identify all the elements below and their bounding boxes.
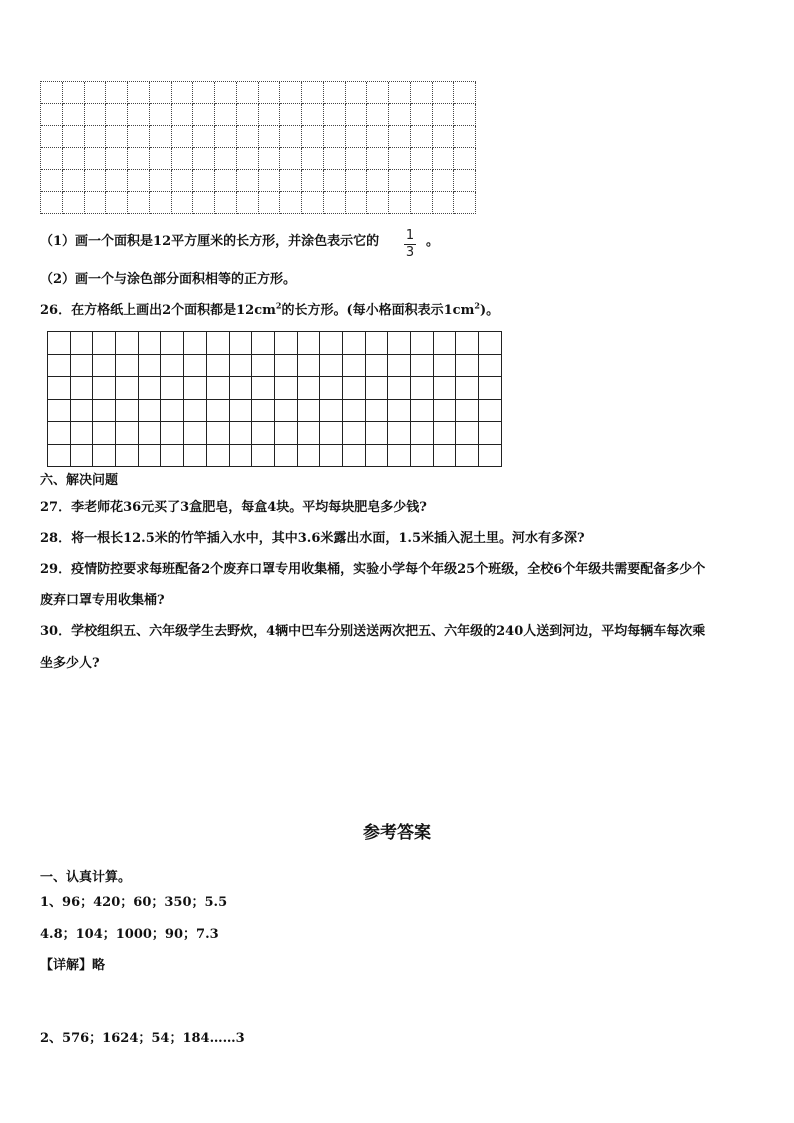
grid-cell xyxy=(93,445,116,468)
grid-cell xyxy=(85,82,107,104)
grid-cell xyxy=(479,377,502,400)
grid-cell xyxy=(346,104,368,126)
grid-cell xyxy=(150,170,172,192)
grid-cell xyxy=(237,82,259,104)
grid-cell xyxy=(184,355,207,378)
grid-cell xyxy=(63,170,85,192)
q26-superscript-2: 2 xyxy=(474,300,480,311)
grid-cell xyxy=(193,126,215,148)
grid-cell xyxy=(116,332,139,355)
grid-cell xyxy=(454,148,476,170)
grid-cell xyxy=(298,332,321,355)
grid-cell xyxy=(388,355,411,378)
grid-cell xyxy=(215,82,237,104)
grid-cell xyxy=(366,355,389,378)
grid-cell xyxy=(275,445,298,468)
q25-sub1-text: （1）画一个面积是12平方厘米的长方形，并涂色表示它的 xyxy=(40,234,380,249)
grid-cell xyxy=(193,82,215,104)
question-29-line1: 29．疫情防控要求每班配备2个废弃口罩专用收集桶，实验小学每个年级25个班级，全校6个年级共需要配备多少个 xyxy=(40,562,706,577)
grid-cell xyxy=(63,104,85,126)
grid-cell xyxy=(298,377,321,400)
grid-cell xyxy=(456,422,479,445)
grid-cell xyxy=(252,355,275,378)
grid-cell xyxy=(252,377,275,400)
grid-cell xyxy=(85,192,107,214)
grid-cell xyxy=(161,332,184,355)
grid-cell xyxy=(193,148,215,170)
q26-superscript-1: 2 xyxy=(275,300,282,311)
fraction-one-third xyxy=(403,229,417,260)
grid-cell xyxy=(411,104,433,126)
grid-cell xyxy=(298,422,321,445)
grid-cell xyxy=(298,355,321,378)
grid-cell xyxy=(252,422,275,445)
grid-cell xyxy=(172,148,194,170)
grid-cell xyxy=(139,377,162,400)
grid-cell xyxy=(193,170,215,192)
grid-cell xyxy=(215,148,237,170)
grid-cell xyxy=(298,445,321,468)
answer-2-line1: 2、576；1624；54；184……3 xyxy=(40,1031,245,1046)
grid-cell xyxy=(128,148,150,170)
grid-cell xyxy=(41,170,63,192)
solid-grid-paper xyxy=(47,331,502,467)
q25-sub1 xyxy=(40,234,379,250)
grid-cell xyxy=(139,355,162,378)
grid-cell xyxy=(302,148,324,170)
grid-cell xyxy=(161,445,184,468)
grid-cell xyxy=(346,148,368,170)
grid-cell xyxy=(367,82,389,104)
grid-cell xyxy=(150,148,172,170)
grid-cell xyxy=(346,126,368,148)
grid-cell xyxy=(184,377,207,400)
grid-cell xyxy=(207,422,230,445)
grid-cell xyxy=(252,332,275,355)
grid-cell xyxy=(454,104,476,126)
grid-cell xyxy=(434,355,457,378)
grid-cell xyxy=(479,400,502,423)
grid-cell xyxy=(172,104,194,126)
section-heading-problem-solving: 六、解决问题 xyxy=(40,473,119,488)
grid-cell xyxy=(433,104,455,126)
grid-cell xyxy=(411,170,433,192)
grid-cell xyxy=(411,332,434,355)
answer-1-line2: 4.8；104；1000；90；7.3 xyxy=(40,927,219,942)
grid-cell xyxy=(324,148,346,170)
grid-cell xyxy=(320,445,343,468)
grid-cell xyxy=(215,170,237,192)
grid-cell xyxy=(106,170,128,192)
grid-cell xyxy=(207,332,230,355)
grid-cell xyxy=(456,332,479,355)
grid-cell xyxy=(230,422,253,445)
grid-cell xyxy=(433,170,455,192)
grid-cell xyxy=(320,400,343,423)
grid-cell xyxy=(237,170,259,192)
grid-cell xyxy=(63,82,85,104)
grid-cell xyxy=(184,400,207,423)
grid-cell xyxy=(139,332,162,355)
grid-cell xyxy=(479,445,502,468)
q26-text-middle: 的长方形。(每小格面积表示1cm xyxy=(281,303,475,318)
grid-cell xyxy=(367,170,389,192)
grid-cell xyxy=(343,445,366,468)
answer-1-detail: 【详解】略 xyxy=(40,958,106,973)
grid-cell xyxy=(343,355,366,378)
grid-cell xyxy=(252,445,275,468)
grid-cell xyxy=(71,332,94,355)
question-30-line1: 30．学校组织五、六年级学生去野炊，4辆中巴车分别送送两次把五、六年级的240人送到河边，平均每辆车每次乘 xyxy=(40,624,706,639)
grid-cell xyxy=(389,148,411,170)
grid-cell xyxy=(139,422,162,445)
grid-cell xyxy=(41,192,63,214)
grid-cell xyxy=(48,445,71,468)
grid-cell xyxy=(48,400,71,423)
grid-cell xyxy=(71,422,94,445)
grid-cell xyxy=(41,104,63,126)
grid-cell xyxy=(411,82,433,104)
grid-cell xyxy=(411,445,434,468)
grid-cell xyxy=(366,377,389,400)
fraction-numerator: 1 xyxy=(405,228,415,243)
grid-cell xyxy=(161,355,184,378)
q26-text-before: 26．在方格纸上画出2个面积都是12cm xyxy=(40,303,276,318)
grid-cell xyxy=(434,445,457,468)
grid-cell xyxy=(93,377,116,400)
grid-cell xyxy=(116,377,139,400)
grid-cell xyxy=(259,148,281,170)
grid-cell xyxy=(456,445,479,468)
grid-cell xyxy=(343,400,366,423)
grid-cell xyxy=(346,82,368,104)
grid-cell xyxy=(106,148,128,170)
grid-cell xyxy=(324,126,346,148)
grid-cell xyxy=(237,192,259,214)
grid-cell xyxy=(367,126,389,148)
grid-cell xyxy=(237,148,259,170)
grid-cell xyxy=(106,192,128,214)
grid-cell xyxy=(389,104,411,126)
grid-cell xyxy=(320,355,343,378)
grid-cell xyxy=(280,148,302,170)
grid-cell xyxy=(207,445,230,468)
grid-cell xyxy=(106,82,128,104)
grid-cell xyxy=(388,400,411,423)
grid-cell xyxy=(71,377,94,400)
grid-cell xyxy=(434,422,457,445)
grid-cell xyxy=(343,377,366,400)
grid-cell xyxy=(128,192,150,214)
grid-cell xyxy=(259,104,281,126)
grid-cell xyxy=(252,400,275,423)
grid-cell xyxy=(434,332,457,355)
grid-cell xyxy=(193,104,215,126)
grid-cell xyxy=(116,422,139,445)
grid-cell xyxy=(48,332,71,355)
grid-cell xyxy=(106,104,128,126)
grid-cell xyxy=(259,82,281,104)
grid-cell xyxy=(184,422,207,445)
grid-cell xyxy=(324,104,346,126)
grid-cell xyxy=(161,377,184,400)
grid-cell xyxy=(411,355,434,378)
grid-cell xyxy=(434,377,457,400)
grid-cell xyxy=(366,445,389,468)
grid-cell xyxy=(346,170,368,192)
grid-cell xyxy=(302,82,324,104)
grid-cell xyxy=(411,192,433,214)
grid-cell xyxy=(479,332,502,355)
q26-question xyxy=(40,300,500,319)
fraction-denominator: 3 xyxy=(405,245,415,260)
grid-cell xyxy=(63,126,85,148)
grid-cell xyxy=(230,445,253,468)
grid-cell xyxy=(367,148,389,170)
grid-cell xyxy=(116,355,139,378)
q25-sub2: （2）画一个与涂色部分面积相等的正方形。 xyxy=(40,272,297,287)
grid-cell xyxy=(71,355,94,378)
grid-cell xyxy=(320,422,343,445)
grid-cell xyxy=(259,126,281,148)
question-29-line2: 废弃口罩专用收集桶? xyxy=(40,593,165,608)
grid-cell xyxy=(259,192,281,214)
grid-cell xyxy=(302,192,324,214)
grid-cell xyxy=(411,148,433,170)
grid-cell xyxy=(320,332,343,355)
grid-cell xyxy=(116,400,139,423)
grid-cell xyxy=(93,332,116,355)
grid-cell xyxy=(41,82,63,104)
grid-cell xyxy=(128,126,150,148)
grid-cell xyxy=(85,126,107,148)
grid-cell xyxy=(215,104,237,126)
grid-cell xyxy=(48,355,71,378)
grid-cell xyxy=(388,422,411,445)
grid-cell xyxy=(48,377,71,400)
question-30-line2: 坐多少人? xyxy=(40,656,100,671)
grid-cell xyxy=(172,82,194,104)
grid-cell xyxy=(411,377,434,400)
grid-cell xyxy=(85,148,107,170)
grid-cell xyxy=(259,170,281,192)
grid-cell xyxy=(280,170,302,192)
grid-cell xyxy=(456,400,479,423)
grid-cell xyxy=(150,126,172,148)
grid-cell xyxy=(237,104,259,126)
grid-cell xyxy=(106,126,128,148)
grid-cell xyxy=(150,104,172,126)
grid-cell xyxy=(116,445,139,468)
grid-cell xyxy=(128,104,150,126)
question-28: 28．将一根长12.5米的竹竿插入水中，其中3.6米露出水面，1.5米插入泥土里。河水有多深? xyxy=(40,531,585,546)
answers-title: 参考答案 xyxy=(363,823,431,843)
grid-cell xyxy=(280,82,302,104)
grid-cell xyxy=(343,332,366,355)
grid-cell xyxy=(48,422,71,445)
grid-cell xyxy=(388,377,411,400)
grid-cell xyxy=(150,192,172,214)
grid-cell xyxy=(366,400,389,423)
grid-cell xyxy=(454,192,476,214)
grid-cell xyxy=(479,422,502,445)
grid-cell xyxy=(366,332,389,355)
grid-cell xyxy=(184,332,207,355)
grid-cell xyxy=(411,126,433,148)
grid-cell xyxy=(63,192,85,214)
grid-cell xyxy=(389,82,411,104)
grid-cell xyxy=(388,332,411,355)
grid-cell xyxy=(389,192,411,214)
grid-cell xyxy=(161,400,184,423)
grid-cell xyxy=(434,400,457,423)
grid-cell xyxy=(454,170,476,192)
grid-cell xyxy=(275,377,298,400)
grid-cell xyxy=(275,400,298,423)
grid-cell xyxy=(433,126,455,148)
grid-cell xyxy=(366,422,389,445)
grid-cell xyxy=(128,82,150,104)
q25-sub1-end: 。 xyxy=(426,234,440,249)
grid-cell xyxy=(172,126,194,148)
grid-cell xyxy=(161,422,184,445)
grid-cell xyxy=(215,126,237,148)
grid-cell xyxy=(128,170,150,192)
grid-cell xyxy=(41,148,63,170)
grid-cell xyxy=(85,104,107,126)
grid-cell xyxy=(302,104,324,126)
grid-cell xyxy=(411,400,434,423)
grid-cell xyxy=(230,400,253,423)
grid-cell xyxy=(275,422,298,445)
grid-cell xyxy=(172,170,194,192)
grid-cell xyxy=(93,422,116,445)
grid-cell xyxy=(479,355,502,378)
grid-cell xyxy=(193,192,215,214)
grid-cell xyxy=(302,126,324,148)
grid-cell xyxy=(41,126,63,148)
grid-cell xyxy=(93,355,116,378)
grid-cell xyxy=(454,82,476,104)
grid-cell xyxy=(389,170,411,192)
grid-cell xyxy=(411,422,434,445)
grid-cell xyxy=(150,82,172,104)
grid-cell xyxy=(172,192,194,214)
grid-cell xyxy=(139,445,162,468)
grid-cell xyxy=(324,82,346,104)
grid-cell xyxy=(207,355,230,378)
grid-cell xyxy=(280,126,302,148)
grid-cell xyxy=(184,445,207,468)
grid-cell xyxy=(320,377,343,400)
grid-cell xyxy=(324,192,346,214)
grid-cell xyxy=(324,170,346,192)
grid-cell xyxy=(207,377,230,400)
question-27: 27．李老师花36元买了3盒肥皂，每盒4块。平均每块肥皂多少钱? xyxy=(40,500,427,515)
dotted-grid-paper xyxy=(40,81,476,214)
grid-cell xyxy=(275,332,298,355)
grid-cell xyxy=(280,104,302,126)
grid-cell xyxy=(456,355,479,378)
grid-cell xyxy=(71,445,94,468)
grid-cell xyxy=(230,377,253,400)
q26-text-after: )。 xyxy=(479,303,500,318)
grid-cell xyxy=(71,400,94,423)
grid-cell xyxy=(302,170,324,192)
grid-cell xyxy=(230,332,253,355)
answers-section-1: 一、认真计算。 xyxy=(40,870,132,885)
grid-cell xyxy=(367,192,389,214)
grid-cell xyxy=(215,192,237,214)
grid-cell xyxy=(237,126,259,148)
grid-cell xyxy=(456,377,479,400)
grid-cell xyxy=(433,82,455,104)
answer-1-line1: 1、96；420；60；350；5.5 xyxy=(40,895,228,910)
grid-cell xyxy=(207,400,230,423)
grid-cell xyxy=(367,104,389,126)
grid-cell xyxy=(63,148,85,170)
grid-cell xyxy=(85,170,107,192)
grid-cell xyxy=(230,355,253,378)
grid-cell xyxy=(346,192,368,214)
grid-cell xyxy=(454,126,476,148)
grid-cell xyxy=(343,422,366,445)
grid-cell xyxy=(298,400,321,423)
grid-cell xyxy=(433,192,455,214)
grid-cell xyxy=(388,445,411,468)
grid-cell xyxy=(280,192,302,214)
grid-cell xyxy=(139,400,162,423)
grid-cell xyxy=(93,400,116,423)
grid-cell xyxy=(275,355,298,378)
grid-cell xyxy=(389,126,411,148)
grid-cell xyxy=(433,148,455,170)
